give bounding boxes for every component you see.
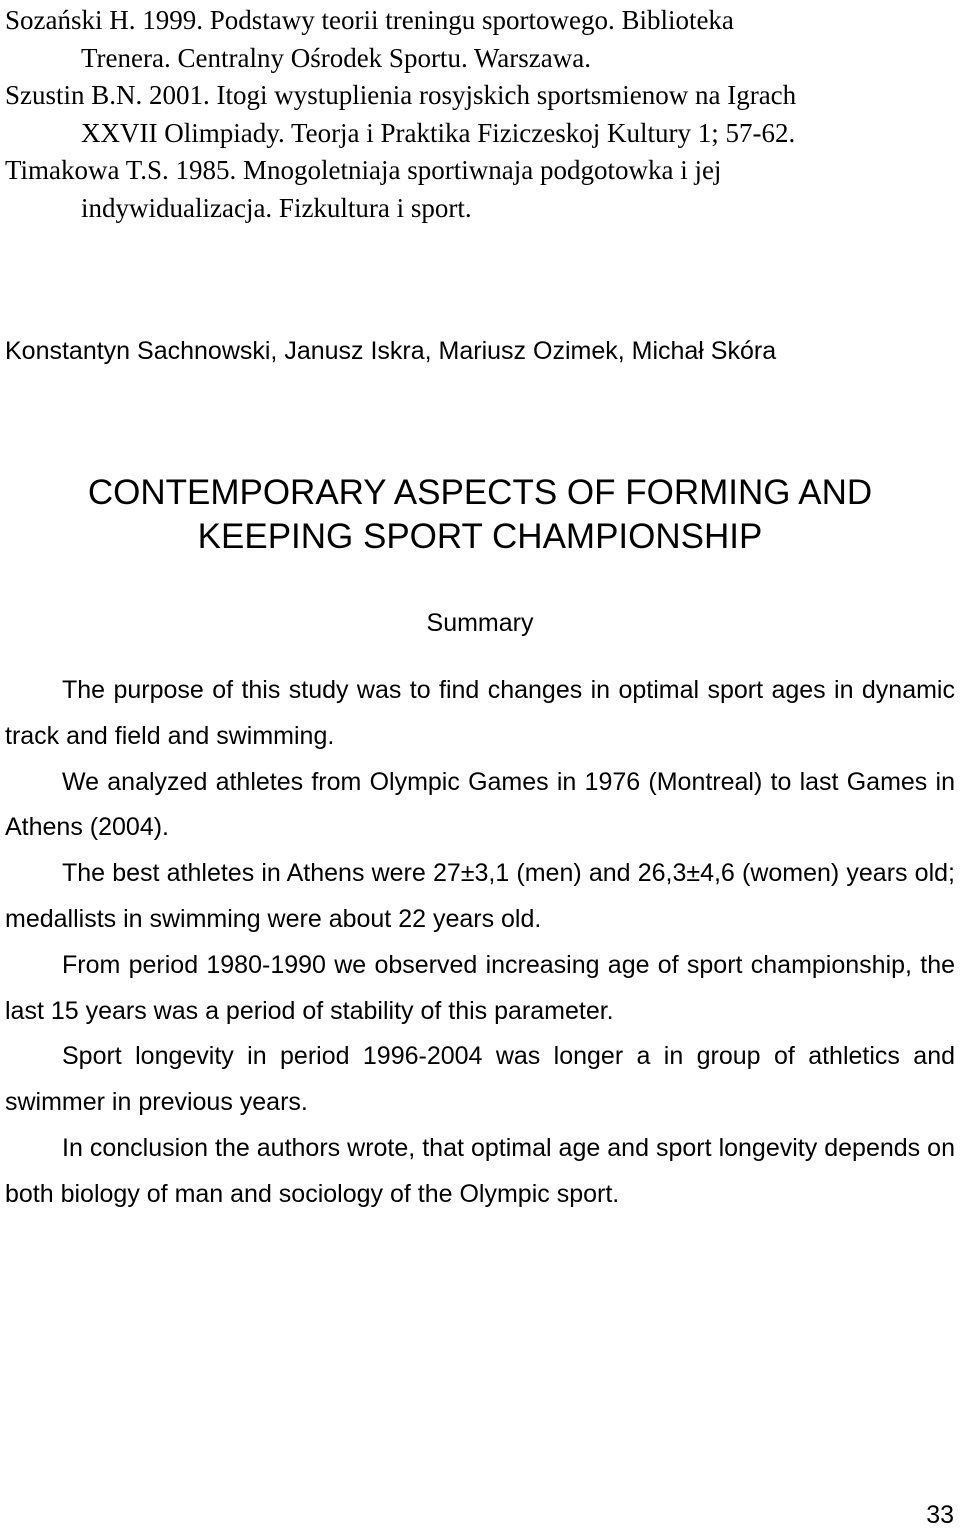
reference-line: Sozański H. 1999. Podstawy teorii treningu sportowego. Biblioteka	[5, 5, 734, 35]
summary-paragraph: From period 1980-1990 we observed increasing age of sport championship, the last 15 years was a period of stability of this parameter.	[5, 950, 955, 1025]
reference-entry	[5, 2, 955, 77]
paper-title	[0, 471, 960, 559]
reference-entry	[5, 152, 955, 227]
summary-paragraph: We analyzed athletes from Olympic Games in 1976 (Montreal) to last Games in Athens (2004).	[5, 767, 955, 842]
reference-line: indywidualizacja. Fizkultura i sport.	[81, 192, 472, 223]
reference-line: XXVII Olimpiady. Teorja i Praktika Fiziczeskoj Kultury 1; 57-62.	[81, 117, 796, 148]
summary-paragraph: The purpose of this study was to find changes in optimal sport ages in dynamic track and field and swimming.	[5, 676, 955, 750]
summary-paragraph: The best athletes in Athens were 27±3,1 (men) and 26,3±4,6 (women) years old; medallists in swimming were about 22 years old.	[5, 859, 955, 933]
reference-line: Timakowa T.S. 1985. Mnogoletniaja sportiwnaja podgotowka i jej	[5, 155, 722, 185]
reference-line: Trenera. Centralny Ośrodek Sportu. Warszawa.	[81, 42, 591, 73]
summary-paragraph: Sport longevity in period 1996-2004 was longer a in group of athletics and swimmer in previous years.	[5, 1042, 955, 1117]
title-line: KEEPING SPORT CHAMPIONSHIP	[197, 517, 763, 556]
reference-entry	[5, 77, 955, 152]
author-list: Konstantyn Sachnowski, Janusz Iskra, Mariusz Ozimek, Michał Skóra	[5, 337, 777, 365]
reference-line: Szustin B.N. 2001. Itogi wystuplienia rosyjskich sportsmienow na Igrach	[5, 80, 797, 110]
summary-paragraph: In conclusion the authors wrote, that optimal age and sport longevity depends on both biology of man and sociology of the Olympic sport.	[5, 1133, 955, 1208]
page-number: 33	[926, 1501, 954, 1529]
summary-body	[5, 668, 955, 1218]
summary-heading: Summary	[426, 609, 534, 637]
title-line: CONTEMPORARY ASPECTS OF FORMING AND	[87, 473, 873, 512]
reference-list	[5, 2, 955, 227]
